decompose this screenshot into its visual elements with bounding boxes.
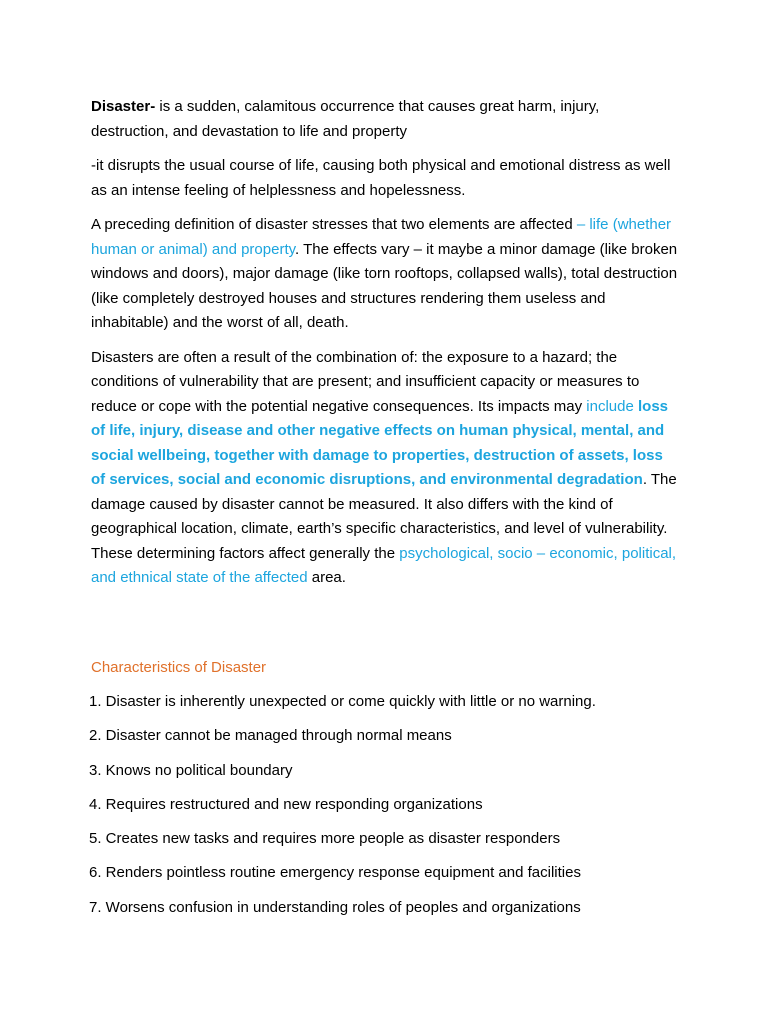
causes-text-3: area. — [307, 569, 346, 586]
disruption-paragraph: -it disrupts the usual course of life, causing both physical and emotional distress as well as an intense feeling of helplessness and hopelessness. — [91, 157, 671, 199]
list-item: 2. Disaster cannot be managed through normal means — [89, 727, 452, 745]
list-item: 5. Creates new tasks and requires more people as disaster responders — [89, 830, 561, 848]
causes-paragraph — [91, 346, 681, 591]
causes-highlight-impacts: loss of life, injury, disease and other negative effects on human physical, mental, and social wellbeing, together with damage to properties, destruction of assets, loss of services, social and economic disruptions, and environmental degradation — [91, 397, 668, 488]
causes-text-2: . The damage caused by disaster cannot be measured. It also differs with the kind of geographical location, climate, earth’s specific characteristics, and level of vulnerability. These determining factors affect generally the — [91, 471, 677, 562]
definition-term: Disaster- — [91, 98, 156, 115]
characteristics-heading: Characteristics of Disaster — [91, 659, 267, 676]
causes-text-1: Disasters are often a result of the combination of: the exposure to a hazard; the conditions of vulnerability that are present; and insufficient capacity or measures to reduce or cope with the potential negative consequences. Its impacts may — [91, 348, 640, 415]
definition-paragraph — [91, 95, 681, 144]
list-item: 7. Worsens confusion in understanding roles of peoples and organizations — [89, 898, 581, 916]
elements-text-1: A preceding definition of disaster stresses that two elements are affected — [91, 216, 577, 233]
elements-text-2: . The effects vary – it maybe a minor damage (like broken windows and doors), major damage (like torn rooftops, collapsed walls), total destruction (like completely destroyed houses and structures rendering them useless and inhabitable) and the worst of all, death. — [91, 240, 678, 331]
list-item: 6. Renders pointless routine emergency response equipment and facilities — [89, 864, 581, 882]
list-item: 3. Knows no political boundary — [89, 761, 293, 779]
causes-highlight-include: include — [586, 397, 638, 415]
elements-highlight: – life (whether human or animal) and property — [91, 216, 672, 258]
list-item: 1. Disaster is inherently unexpected or come quickly with little or no warning. — [89, 693, 596, 710]
elements-paragraph — [91, 213, 681, 336]
document-body — [91, 95, 681, 591]
definition-text: is a sudden, calamitous occurrence that causes great harm, injury, destruction, and devastation to life and property — [91, 98, 600, 140]
causes-highlight-factors: psychological, socio – economic, political, and ethnical state of the affected — [91, 544, 677, 586]
list-item: 4. Requires restructured and new responding organizations — [89, 795, 483, 813]
characteristics-list — [89, 690, 689, 930]
